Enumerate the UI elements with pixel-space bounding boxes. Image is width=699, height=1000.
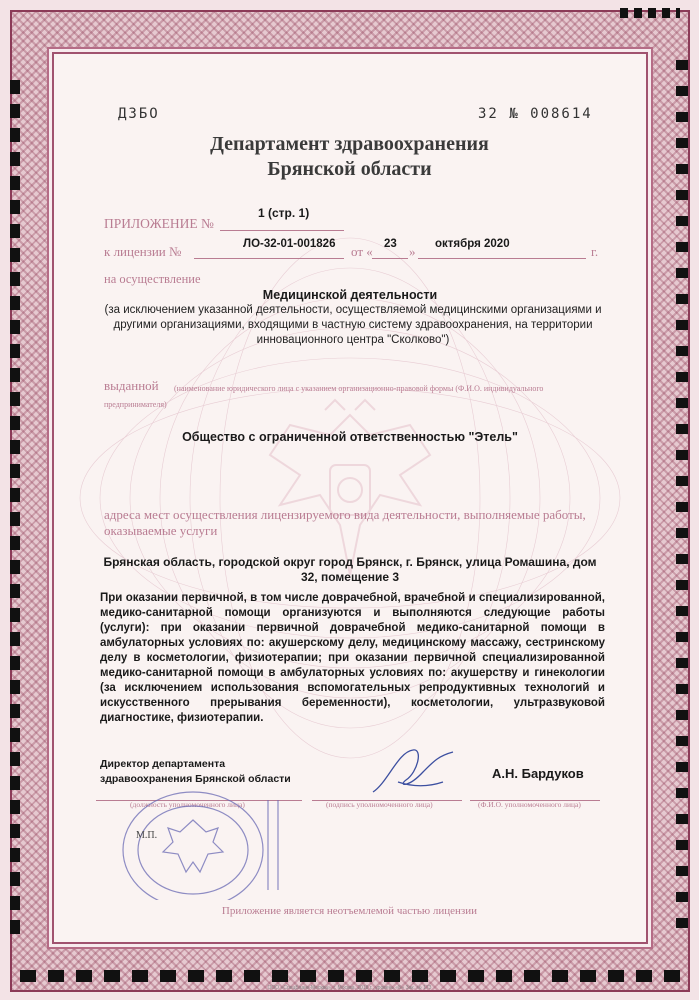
activity-label: на осуществление [104,272,201,286]
caption-name: (Ф.И.О. уполномоченного лица) [478,800,581,809]
printer-info: ООО «СпецБланк-Москва», г. Москва, 2018 г., уровень «Б» Зак. № 173 [267,985,432,991]
issued-label: выданной [104,378,163,394]
issued-hint: (наименование юридического лица с указанием организационно-правовой формы (Ф.И.О. индивидуального предпринимателя) [104,384,544,409]
activity-title: Медицинской деятельности [262,288,438,302]
day-line [372,258,408,259]
caption-signature: (подпись уполномоченного лица) [326,800,433,809]
date-from-label: от « [351,244,373,259]
activity-exclusion: (за исключением указанной деятельности, осуществляемой медицинскими организациями и другими организациями, входящими в частную систему здравоохранения, на территории инновационного центра "Сколково") [104,304,602,346]
appendix-number: 1 (стр. 1) [258,206,310,220]
signer-name: А.Н. Бардуков [492,766,584,781]
address-value: Брянская область, городской округ город Брянск, г. Брянск, улица Ромашина, дом 32, помещение 3 [103,555,597,584]
address-label: адреса мест осуществления лицензируемого вида деятельности, выполняемые работы, оказываемые услуги [104,507,586,538]
issuer-line-1: Департамент здравоохранения [210,133,489,155]
issuer-line-2: Брянской области [267,158,432,180]
form-series: ДЗБО [118,106,160,122]
scan-edge-top [620,8,680,18]
handwritten-signature [368,742,458,802]
appendix-number-line [220,230,344,231]
director-position: Директор департамента здравоохранения Брянской области [100,758,291,785]
day-close-quote: » [409,244,416,259]
stamp-placeholder: М.П. [136,830,158,841]
footer-note: Приложение является неотъемлемой частью лицензии [221,905,478,917]
month-line [418,258,586,259]
scan-edge-right [676,60,688,940]
license-label: к лицензии № [104,244,182,259]
year-suffix: г. [591,244,599,259]
organization-name: Общество с ограниченной ответственностью "Этель" [182,430,518,444]
license-number: ЛО-32-01-001826 [243,238,336,250]
license-number-line [194,258,344,259]
scan-edge-left [10,80,20,940]
caption-position: (должность уполномоченного лица) [130,800,245,809]
form-number: 32 № 008614 [478,106,593,122]
services-text: При оказании первичной, в том числе доврачебной, врачебной и специализированной, медико-санитарной помощи организуются и выполняются следующие работы (услуги): при оказании первичной доврачебной медико-санитарной помощи в амбулаторных условиях по: акушерскому делу, медицинскому массажу, сестринскому делу в косметологии, физиотерапии; при оказании первичной специализированной медико-санитарной помощи в амбулаторных условиях по: акушерству и гинекологии (за исключением использования вспомогательных репродуктивных технологий и искусственного прерывания беременности), косметологии, ультразвуковой диагностике, физиотерапии. [100,592,605,724]
license-month-year: октября 2020 [435,238,510,250]
scan-edge-bottom [20,970,680,982]
license-day: 23 [384,238,397,250]
appendix-label: ПРИЛОЖЕНИЕ № [104,216,214,231]
